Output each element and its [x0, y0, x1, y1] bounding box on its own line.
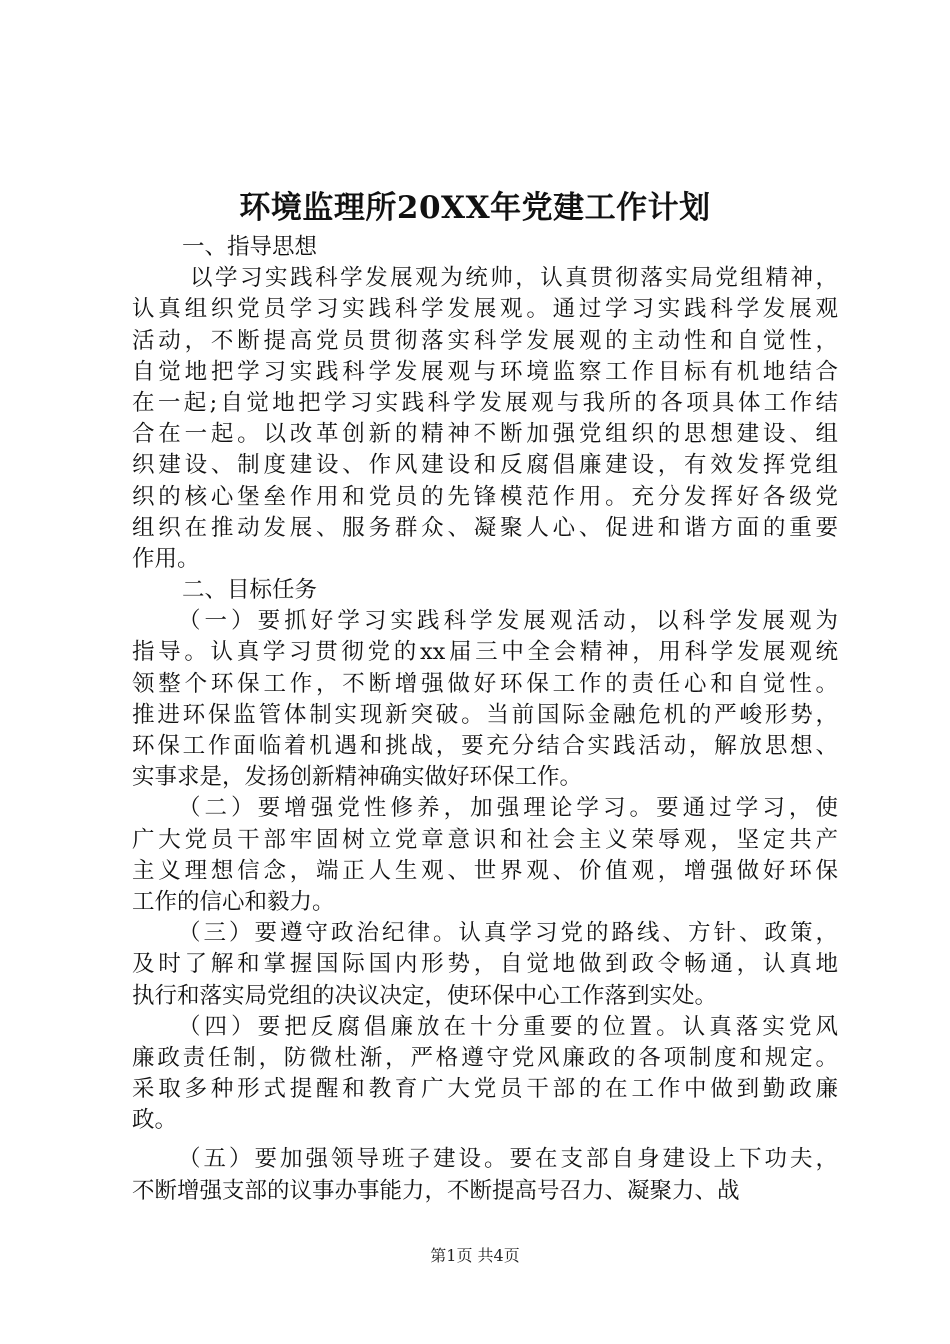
paragraph-line: 廉政责任制，防微杜渐，严格遵守党风廉政的各项制度和规定。 — [132, 1044, 838, 1071]
paragraph-line: 组织在推动发展、服务群众、凝聚人心、促进和谐方面的重要 — [132, 514, 838, 541]
paragraph-line: 环保工作面临着机遇和挑战，要充分结合实践活动，解放思想、 — [132, 733, 838, 759]
paragraph-line: 工作的信心和毅力。 — [132, 888, 335, 915]
paragraph-line: 合在一起。以改革创新的精神不断加强党组织的思想建设、组 — [132, 421, 838, 448]
paragraph-line: 领整个环保工作，不断增强做好环保工作的责任心和自觉性。 — [132, 670, 838, 697]
paragraph-line: 织的核心堡垒作用和党员的先锋模范作用。充分发挥好各级党 — [132, 483, 838, 510]
paragraph-line: 实事求是，发扬创新精神确实做好环保工作。 — [132, 764, 583, 791]
paragraph-line: 政。 — [132, 1107, 178, 1134]
section-heading: 二、目标任务 — [182, 577, 318, 604]
section-heading: 一、指导思想 — [182, 234, 318, 260]
paragraph-line: （四）要把反腐倡廉放在十分重要的位置。认真落实党风 — [178, 1013, 838, 1040]
paragraph-line: （二）要增强党性修养，加强理论学习。要通过学习，使 — [178, 795, 838, 822]
paragraph-line: 认真组织党员学习实践科学发展观。通过学习实践科学发展观 — [132, 296, 838, 323]
paragraph-line: 在一起;自觉地把学习实践科学发展观与我所的各项具体工作结 — [132, 389, 838, 416]
paragraph-line: 采取多种形式提醒和教育广大党员干部的在工作中做到勤政廉 — [132, 1076, 838, 1103]
paragraph-line: 推进环保监管体制实现新突破。当前国际金融危机的严峻形势， — [132, 701, 838, 728]
page-number: 第1页 共4页 — [430, 1246, 520, 1265]
paragraph-gap — [132, 1136, 838, 1144]
paragraph-line: 广大党员干部牢固树立党章意识和社会主义荣辱观，坚定共产 — [132, 826, 838, 853]
paragraph-line: 指导。认真学习贯彻党的xx届三中全会精神，用科学发展观统 — [132, 639, 838, 666]
paragraph-line: 及时了解和掌握国际国内形势，自觉地做到政令畅通，认真地 — [132, 951, 838, 978]
document-body — [132, 232, 838, 1207]
document-title: 环境监理所20XX年党建工作计划 — [239, 190, 711, 226]
paragraph-line: 不断增强支部的议事办事能力，不断提高号召力、凝聚力、战 — [132, 1177, 740, 1204]
paragraph-line: 执行和落实局党组的决议决定，使环保中心工作落到实处。 — [132, 982, 718, 1009]
paragraph-line: （三）要遵守政治纪律。认真学习党的路线、方针、政策， — [178, 920, 838, 947]
paragraph-line: （五）要加强领导班子建设。要在支部自身建设上下功夫， — [178, 1146, 838, 1173]
paragraph-line: 以学习实践科学发展观为统帅，认真贯彻落实局党组精神， — [190, 265, 838, 292]
paragraph-line: （一）要抓好学习实践科学发展观活动，以科学发展观为 — [178, 608, 838, 635]
paragraph-line: 织建设、制度建设、作风建设和反腐倡廉建设，有效发挥党组 — [132, 452, 838, 479]
paragraph-line: 主义理想信念，端正人生观、世界观、价值观，增强做好环保 — [132, 857, 838, 884]
paragraph-line: 自觉地把学习实践科学发展观与环境监察工作目标有机地结合 — [132, 358, 838, 385]
paragraph-line: 活动，不断提高党员贯彻落实科学发展观的主动性和自觉性， — [132, 327, 838, 354]
paragraph-line: 作用。 — [132, 545, 200, 572]
